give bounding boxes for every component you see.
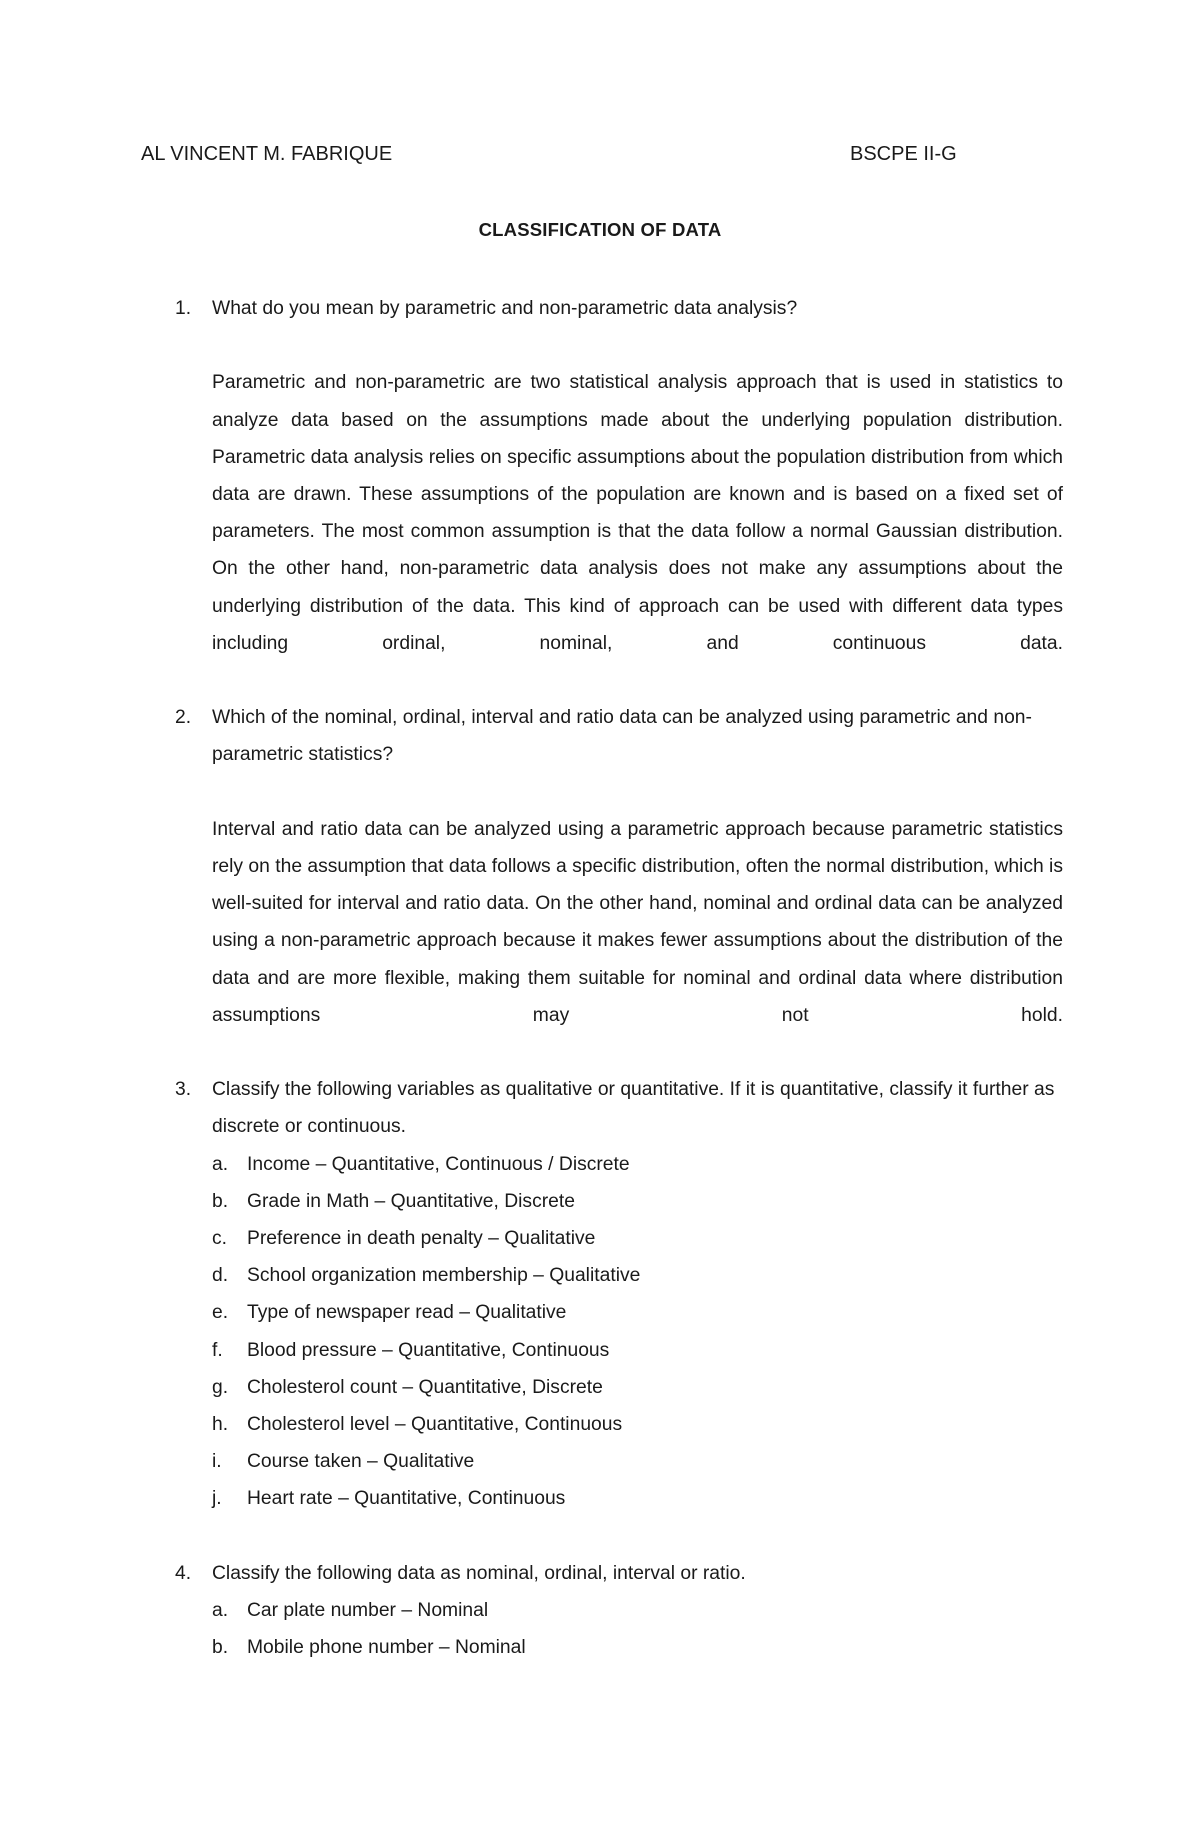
item-letter: b. — [212, 1637, 229, 1659]
question-number: 3. — [175, 1079, 192, 1101]
classification-list-4 — [175, 1592, 1063, 1666]
answer-1: Parametric and non-parametric are two statistical analysis approach that is used in statistics to analyze data based on the assumptions made about the underlying population distribution. Parametric data analysis relies on specific assumptions about the population distribution from which data are drawn. These assumptions of the population are known and is based on a fixed set of parameters. The most common assumption is that the data follow a normal Gaussian distribution. On the other hand, non-parametric data analysis does not make any assumptions about the underlying distribution of the data. This kind of approach can be used with different data types including ordinal, nominal, and continuous data. — [212, 372, 1063, 654]
question-number: 2. — [175, 707, 192, 729]
list-item — [212, 1406, 1063, 1443]
list-item — [212, 1443, 1063, 1480]
item-letter: i. — [212, 1451, 222, 1473]
item-text: Car plate number – Nominal — [247, 1600, 489, 1622]
item-letter: e. — [212, 1302, 229, 1324]
item-letter: f. — [212, 1339, 223, 1361]
student-name: AL VINCENT M. FABRIQUE — [141, 143, 393, 165]
question-text: Classify the following variables as qualitative or quantitative. If it is quantitative, classify it further as discrete or continuous. — [212, 1079, 1055, 1138]
question-text: Classify the following data as nominal, ordinal, interval or ratio. — [212, 1562, 746, 1584]
item-text: Grade in Math – Quantitative, Discrete — [247, 1190, 575, 1212]
item-letter: g. — [212, 1376, 229, 1398]
item-letter: j. — [212, 1488, 222, 1510]
item-letter: c. — [212, 1228, 227, 1250]
question-1 — [175, 290, 1063, 327]
list-item — [212, 1480, 1063, 1517]
question-3 — [175, 1071, 1063, 1145]
question-text: What do you mean by parametric and non-parametric data analysis? — [212, 298, 798, 319]
item-text: Income – Quantitative, Continuous / Discrete — [247, 1153, 630, 1175]
question-4 — [175, 1555, 1063, 1592]
item-text: Preference in death penalty – Qualitative — [247, 1228, 596, 1250]
question-number: 1. — [175, 298, 192, 319]
list-item — [212, 1183, 1063, 1220]
header-row — [141, 143, 976, 169]
list-item — [212, 1592, 1063, 1629]
classification-list-3 — [175, 1146, 1063, 1518]
item-text: Type of newspaper read – Qualitative — [247, 1302, 567, 1324]
item-text: Course taken – Qualitative — [247, 1451, 475, 1473]
list-item — [212, 1629, 1063, 1666]
list-item — [212, 1146, 1063, 1183]
item-text: Heart rate – Quantitative, Continuous — [247, 1488, 566, 1510]
item-letter: h. — [212, 1414, 229, 1436]
answer-2: Interval and ratio data can be analyzed using a parametric approach because parametric statistics rely on the assumption that data follows a specific distribution, often the normal distribution, which is well-suited for interval and ratio data. On the other hand, nominal and ordinal data can be analyzed using a non-parametric approach because it makes fewer assumptions about the distribution of the data and are more flexible, making them suitable for nominal and ordinal data where distribution assumptions may not hold. — [212, 818, 1063, 1026]
list-item — [212, 1369, 1063, 1406]
list-item — [212, 1257, 1063, 1294]
document-title: CLASSIFICATION OF DATA — [478, 219, 722, 240]
item-text: Blood pressure – Quantitative, Continuous — [247, 1339, 610, 1361]
question-2 — [175, 699, 1063, 773]
item-letter: a. — [212, 1153, 229, 1175]
item-letter: b. — [212, 1190, 229, 1212]
document-body — [175, 290, 1063, 1666]
item-text: Cholesterol count – Quantitative, Discrete — [247, 1376, 603, 1398]
item-text: Mobile phone number – Nominal — [247, 1637, 526, 1659]
student-section: BSCPE II-G — [850, 143, 957, 165]
question-text: Which of the nominal, ordinal, interval and ratio data can be analyzed using parametric and non-parametric statistics? — [212, 707, 1032, 766]
item-text: School organization membership – Qualitative — [247, 1265, 641, 1287]
list-item — [212, 1294, 1063, 1331]
question-number: 4. — [175, 1562, 192, 1584]
list-item — [212, 1332, 1063, 1369]
item-letter: d. — [212, 1265, 229, 1287]
item-letter: a. — [212, 1600, 229, 1622]
item-text: Cholesterol level – Quantitative, Continuous — [247, 1414, 623, 1436]
list-item — [212, 1220, 1063, 1257]
